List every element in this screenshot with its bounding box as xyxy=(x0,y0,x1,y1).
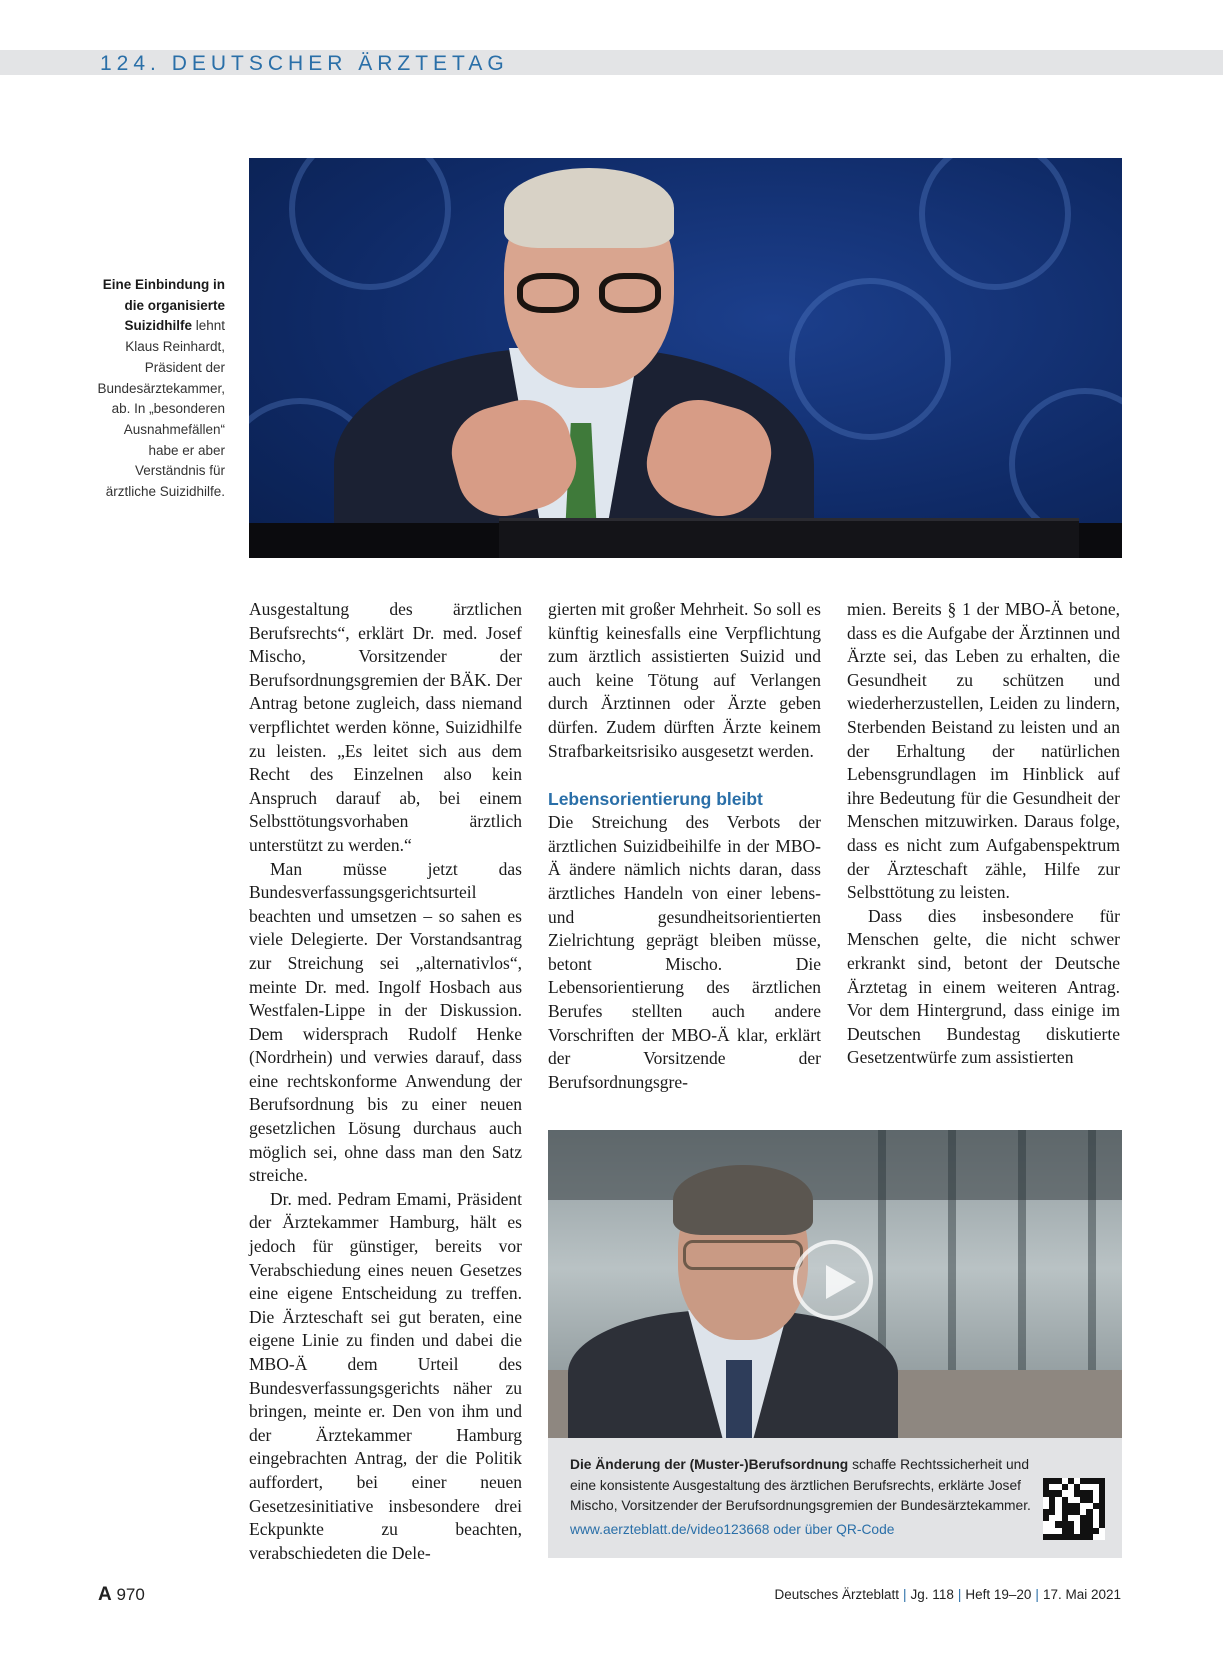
speaker-photo xyxy=(249,158,1122,558)
photo-caption: Eine Einbindung in die organisierte Suizidhilfe lehnt Klaus Reinhardt, Präsident der Bundesärztekammer, ab. In „besonderen Ausnahmefällen“ habe er aber Verständnis für ärztliche Suizidhilfe. xyxy=(97,277,225,500)
paragraph: Ausgestaltung des ärztlichen Berufsrechts“, erklärt Dr. med. Josef Mischo, Vorsitzender der Berufsordnungsgremien der BÄK. Der Antrag betone zugleich, dass niemand verpflichtet werden könne, Suizidhilfe zu leisten. „Es leitet sich aus dem Recht des Einzelnen also kein Anspruch darauf ab, bei einem Selbsttötungsvorhaben ärztlich unterstützt zu werden.“ xyxy=(249,599,522,855)
paragraph: gierten mit großer Mehrheit. So soll es künftig keinesfalls eine Verpflichtung zum ärztlich assistierten Suizid und auch keine Tötung auf Verlangen durch Ärztinnen oder Ärzte geben dürfen. Zudem dürften Ärzte keinem Strafbarkeitsrisiko ausgesetzt werden. xyxy=(548,599,821,761)
article-column-2 xyxy=(548,598,821,1094)
paragraph: Dass dies insbesondere für Menschen gelte, die nicht schwer erkrankt sind, betont der Deutsche Ärztetag in einem weiteren Antrag. Vor dem Hintergrund, dass einige im Deutschen Bundestag diskutierte Gesetzentwürfe zum assistierten xyxy=(847,905,1120,1068)
emblem-watermark xyxy=(789,278,951,440)
page-number: A 970 xyxy=(98,1584,145,1605)
video-caption: Die Änderung der (Muster-)Berufsordnung schaffe Rechtssicherheit und eine konsistente Ausgestaltung des ärztlichen Berufsrechts, erklärte Josef Mischo, Vorsitzender der Berufsordnungsgremien der Bundesärztekammer. xyxy=(570,1457,1031,1513)
article-column-3 xyxy=(847,598,1120,1070)
video-box xyxy=(548,1130,1122,1558)
paragraph: Man müsse jetzt das Bundesverfassungsgerichtsurteil beachten und umsetzen – so sahen es viele Delegierte. Der Vorstandsantrag zur Streichung sei „alternativlos“, meinte Dr. med. Ingolf Hosbach aus Westfalen-Lippe in der Diskussion. Dem widersprach Rudolf Henke (Nordrhein) und verwies darauf, dass eine rechtskonforme Anwendung der Berufsordnung bis zu einer neuen gesetzlichen Lösung durchaus auch möglich sei, ohne dass man den Satz streiche. xyxy=(249,858,522,1186)
emblem-watermark xyxy=(919,158,1071,290)
play-icon[interactable] xyxy=(793,1240,873,1320)
emblem-watermark xyxy=(289,158,451,290)
article-column-1 xyxy=(249,598,522,1565)
section-title: 124. DEUTSCHER ÄRZTETAG xyxy=(100,52,509,75)
subheading: Lebensorientierung bleibt xyxy=(548,789,763,810)
paragraph: Die Streichung des Verbots der ärztlichen Suizidbeihilfe in der MBO-Ä ändere nämlich nichts daran, dass ärztliches Handeln von einer lebens- und gesundheitsorientierten Zielrichtung geprägt bleiben müsse, betont Mischo. Die Lebensorientierung des ärztlichen Berufes stellten auch andere Vorschriften der MBO-Ä klar, erklärt der Vorsitzende der Berufsordnungsgre- xyxy=(548,812,821,1092)
monitor xyxy=(499,518,1079,558)
paragraph: Dr. med. Pedram Emami, Präsident der Ärztekammer Hamburg, hält es jedoch für günstiger, bereits vor Verabschiedung eines neuen Gesetzes eine eigene Entscheidung zu treffen. Die Ärzteschaft sei gut beraten, eine eigene Linie zu finden und dabei die MBO-Ä dem Urteil des Bundesverfassungsgerichts näher zu bringen, meinte er. Den von ihm und der Ärztekammer Hamburg eingebrachten Antrag, der die Politik auffordert, bei einer neuen Gesetzesinitiative insbesondere drei Eckpunkte zu beachten, verabschiedeten die Dele- xyxy=(249,1188,522,1563)
footer-citation: Deutsches Ärzteblatt | Jg. 118 | Heft 19–20 | 17. Mai 2021 xyxy=(774,1587,1121,1602)
paragraph: mien. Bereits § 1 der MBO-Ä betone, dass es die Aufgabe der Ärztinnen und Ärzte sei, das Leben zu erhalten, die Gesundheit zu schützen und wiederherzustellen, Leiden zu lindern, Sterbenden Beistand zu leisten und an der Erhaltung der natürlichen Lebensgrundlagen im Hinblick auf ihre Bedeutung für die Gesundheit der Menschen mitzuwirken. Daraus folge, dass es nicht zum Aufgabenspektrum der Ärzteschaft zähle, Hilfe zur Selbsttötung zu leisten. xyxy=(847,599,1120,903)
video-link[interactable]: www.aerzteblatt.de/video123668 oder über QR-Code xyxy=(570,1522,895,1537)
video-thumbnail[interactable] xyxy=(548,1130,1122,1438)
qr-code-icon[interactable] xyxy=(1043,1478,1105,1540)
